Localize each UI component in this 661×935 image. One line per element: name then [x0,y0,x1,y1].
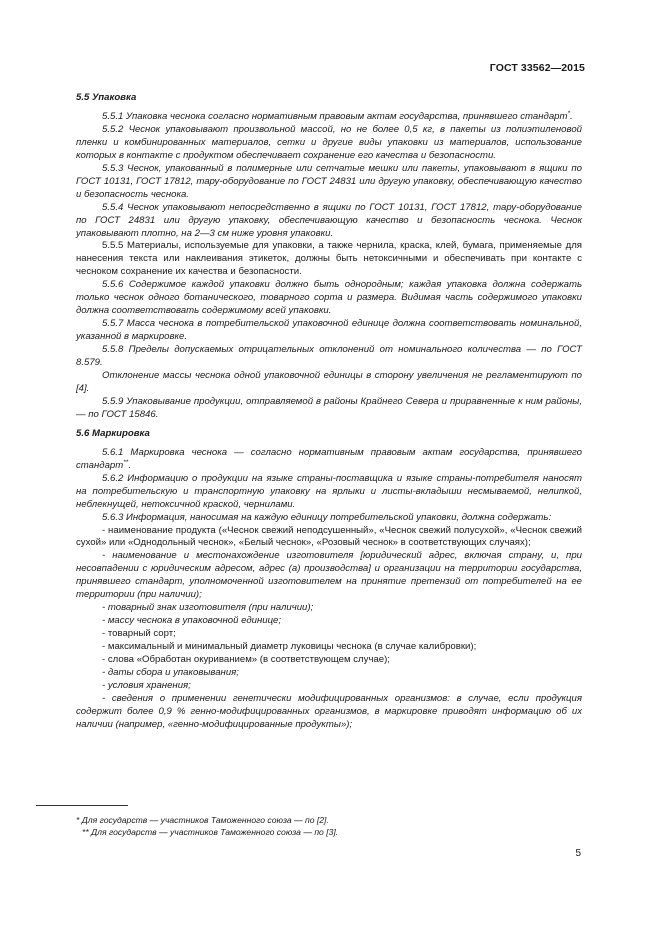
paragraph-5-5-4: 5.5.4 Чеснок упаковывают непосредственно в ящики по ГОСТ 10131, ГОСТ 17812, тару-оборудование по ГОСТ 24831 или другую упаковку, обеспечивающую качество и безопасность чеснока. Чеснок упаковывают плотно, на 2—3 см ниже уровня упаковки. [76,201,582,239]
footnote-divider [36,805,128,806]
page-number: 5 [575,848,581,859]
list-item: - слова «Обработан окуриванием» (в соответствующем случае); [102,654,390,666]
list-item: - наименование и местонахождение изготовителя [юридический адрес, включая страну, и, при несовпадении с юридическим адресом, адрес (а) производства] и организации на территории государства, принявшего стандарт, уполномоченной изготовителем на принятие претензий от потребителей на ее территории (при наличии); [76,550,582,601]
document-body [76,92,582,732]
list-item: - сведения о применении генетически модифицированных организмов: в случае, если продукция содержит более 0,9 % генно-модифицированных организмов, в маркировке приводят информацию об их наличии (например, «генно-модифицированные продукты»); [76,692,582,730]
paragraph-5-5-7: 5.5.7 Масса чеснока в потребительской упаковочной единице должна соответствовать номинальной, указанной в маркировке. [76,318,582,343]
list-item: - массу чеснока в упаковочной единице; [102,615,282,627]
list-item: - условия хранения; [102,679,191,691]
list-item: - максимальный и минимальный диаметр луковицы чеснока (в случае калибровки); [102,641,477,653]
paragraph-text: 5.5.1 Упаковка чеснока согласно нормативным правовым актам государства, принявшего стандарт [102,110,568,122]
footnote-ref: ** [123,458,129,466]
paragraph-5-5-3: 5.5.3 Чеснок, упакованный в полимерные или сетчатые мешки или пакеты, упаковывают в ящики по ГОСТ 10131, ГОСТ 17812, тару-оборудование по ГОСТ 24831 или другую упаковку, обеспечивающую качество и безопасность чеснока. [76,162,582,200]
paragraph-5-5-1 [76,111,582,124]
paragraph-5-5-2: 5.5.2 Чеснок упаковывают произвольной массой, но не более 0,5 кг, в пакеты из полиэтиленовой пленки и комбинированных материалов, сетки и другие виды упаковки из материалов, использование которых в контакте с продуктом обеспечивает сохранение его качества и безопасности. [76,123,582,161]
footnote-ref: * [567,109,571,117]
paragraph-5-6-3: 5.6.3 Информация, наносимая на каждую единицу потребительской упаковки, должна содержать: [102,511,552,523]
list-item: - товарный знак изготовителя (при наличии); [102,602,314,614]
paragraph-5-5-8: 5.5.8 Пределы допускаемых отрицательных отклонений от номинального количества — по ГОСТ 8.579. [76,344,582,369]
paragraph-5-5-5: 5.5.5 Материалы, используемые для упаковки, а также чернила, краска, клей, бумага, применяемые для нанесения текста или наклеивания этикеток, должны быть нетоксичными и обеспечивать при контакте с чесноком сохранение их качества и безопасности. [76,240,582,278]
list-item: - товарный сорт; [102,628,176,640]
section-title-marking: 5.6 Маркировка [76,427,150,439]
paragraph-5-6-2: 5.6.2 Информацию о продукции на языке страны-поставщика и языке страны-потребителя наносят на потребительскую и транспортную упаковку на ярлыки и листы-вкладыши несмываемой, нелипкой, неблекнущей, нетоксичной краской, чернилами. [76,472,582,510]
footnote-1: * Для государств — участников Таможенного союза — по [2]. [76,815,329,825]
list-item: - наименование продукта («Чеснок свежий неподсушенный», «Чеснок свежий полусухой», «Чеснок свежий сухой» или «Однодольный чеснок», «Белый чеснок», «Розовый чеснок» в соответствующих случаях); [76,524,582,549]
list-item: - даты сбора и упаковывания; [102,666,239,678]
footnotes [76,814,582,838]
paragraph-5-5-9: 5.5.9 Упаковывание продукции, отправляемой в районы Крайнего Севера и приравненные к ним районы, — по ГОСТ 15846. [76,395,582,420]
paragraph-text: 5.6.1 Маркировка чеснока — согласно нормативным правовым актам государства, принявшего стандарт [76,446,582,471]
paragraph-5-5-8-note: Отклонение массы чеснока одной упаковочной единицы в сторону увеличения не регламентируют по [4]. [76,370,582,394]
paragraph-5-5-6: 5.5.6 Содержимое каждой упаковки должно быть однородным; каждая упаковка должна содержать только чеснок одного ботанического, товарного сорта и размера. Видимая часть содержимого упаковки должна соответствовать содержимому всей упаковки. [76,279,582,317]
footnote-2: ** Для государств — участников Таможенного союза — по [3]. [82,827,339,837]
standard-header: ГОСТ 33562—2015 [489,62,585,74]
section-title-packaging: 5.5 Упаковка [76,92,137,103]
paragraph-5-6-1 [76,447,582,473]
paragraph-end: . [128,459,131,471]
paragraph-end: . [570,110,573,122]
